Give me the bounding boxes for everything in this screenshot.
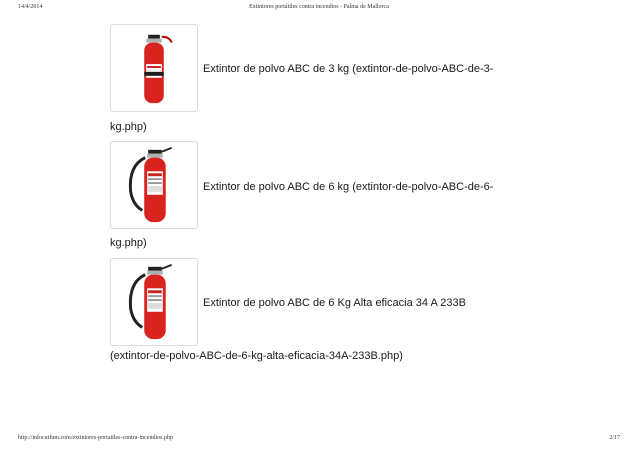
product-thumbnail-3[interactable] [110, 258, 198, 346]
product-thumbnail-2[interactable] [110, 141, 198, 229]
item-caption-continuation-3[interactable]: (extintor-de-polvo-ABC-de-6-kg-alta-eficacia-34A-233B.php) [110, 350, 403, 362]
item-caption-continuation-1[interactable]: kg.php) [110, 121, 147, 133]
fire-extinguisher-3kg-icon [111, 25, 197, 111]
item-caption-continuation-2[interactable]: kg.php) [110, 237, 147, 249]
product-thumbnail-1[interactable] [110, 24, 198, 112]
item-caption-2[interactable]: Extintor de polvo ABC de 6 kg (extintor-de-polvo-ABC-de-6- [203, 181, 494, 193]
footer-url: http://infocutfum.com/extintores-portatiles-contra-incendios.php [18, 435, 173, 441]
footer-page-number: 2/17 [609, 435, 620, 441]
header-title: Extintores portátiles contra incendios - Palma de Mallorca [249, 4, 389, 10]
header-date: 14/4/2014 [18, 4, 43, 10]
fire-extinguisher-6kg-icon [111, 142, 197, 228]
fire-extinguisher-6kg-high-efficiency-icon [111, 259, 197, 345]
item-caption-3[interactable]: Extintor de polvo ABC de 6 Kg Alta eficacia 34 A 233B [203, 297, 466, 309]
item-caption-1[interactable]: Extintor de polvo ABC de 3 kg (extintor-de-polvo-ABC-de-3- [203, 63, 494, 75]
